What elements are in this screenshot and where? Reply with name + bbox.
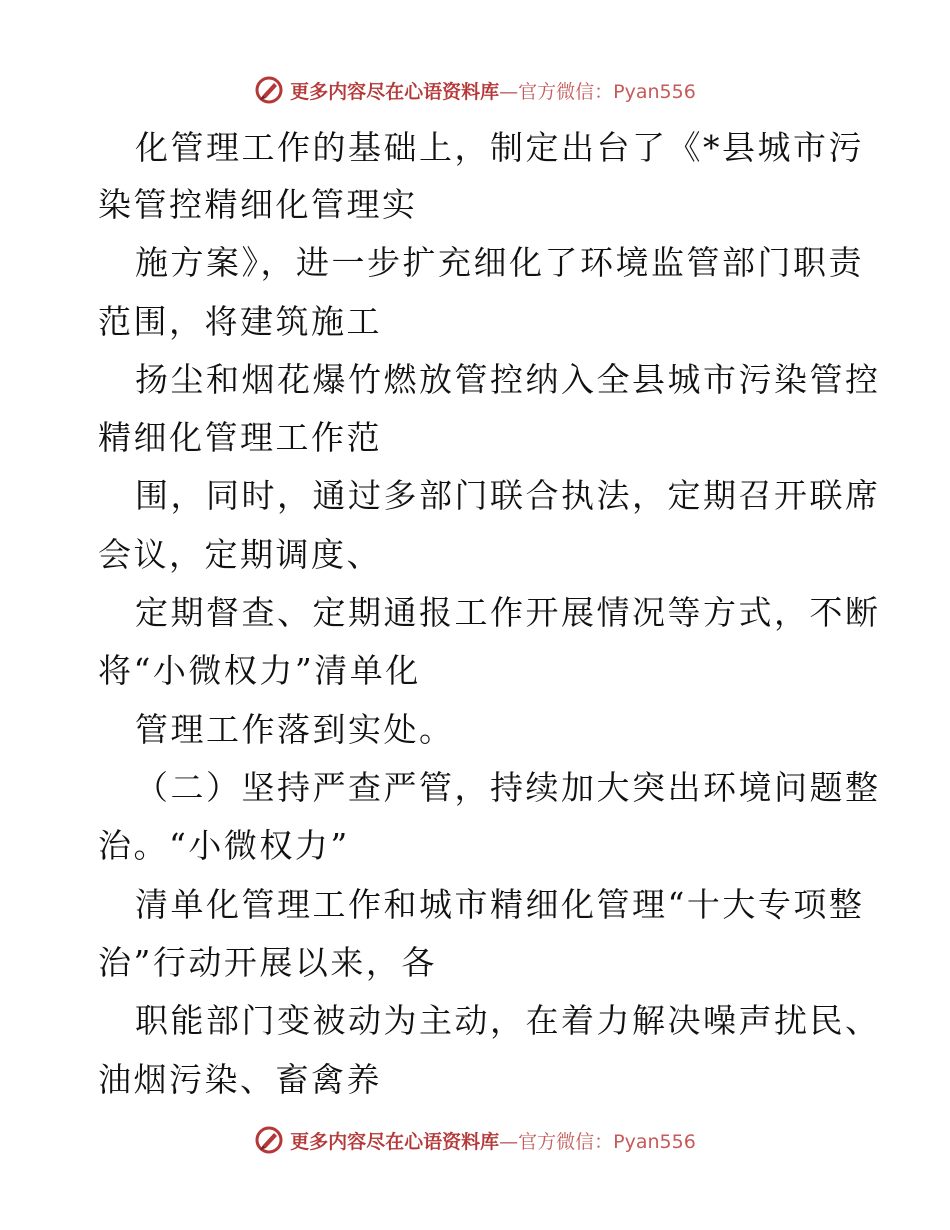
text-line: 油烟污染、畜禽养 xyxy=(98,1060,382,1099)
text-line: 施方案》，进一步扩充细化了环境监管部门职责 xyxy=(135,243,864,282)
watermark-sub: 官方微信：Pyan556 xyxy=(518,1130,696,1153)
text-line: 职能部门变被动为主动，在着力解决噪声扰民、 xyxy=(135,1001,881,1040)
text-line: 定期督查、定期通报工作开展情况等方式，不断 xyxy=(135,593,881,632)
watermark-sub: 官方微信：Pyan556 xyxy=(518,80,696,103)
text-line: 精细化管理工作范 xyxy=(98,418,382,457)
watermark-main: 更多内容尽在心语资料库 xyxy=(290,80,500,103)
watermark-text xyxy=(290,1127,696,1154)
text-line: 会议，定期调度、 xyxy=(98,535,382,574)
text-line: 将“小微权力”清单化 xyxy=(98,651,421,690)
text-line: 范围，将建筑施工 xyxy=(98,302,382,341)
header-watermark xyxy=(0,73,950,107)
text-line: 治。“小微权力” xyxy=(98,826,350,865)
text-line: 治”行动开展以来，各 xyxy=(98,943,437,982)
watermark-dash: — xyxy=(499,80,519,103)
text-line: 管理工作落到实处。 xyxy=(135,710,455,749)
watermark-dash: — xyxy=(499,1130,519,1153)
text-line: 清单化管理工作和城市精细化管理“十大专项整 xyxy=(135,885,865,924)
logo-icon xyxy=(254,75,284,105)
watermark-text xyxy=(290,77,696,104)
watermark-main: 更多内容尽在心语资料库 xyxy=(290,1130,500,1153)
text-line: 扬尘和烟花爆竹燃放管控纳入全县城市污染管控 xyxy=(135,360,881,399)
logo-icon xyxy=(254,1125,284,1155)
footer-watermark xyxy=(0,1123,950,1157)
text-line: 化管理工作的基础上，制定出台了《*县城市污 xyxy=(135,128,864,167)
text-line: 染管控精细化管理实 xyxy=(98,185,418,224)
text-line: （二）坚持严查严管，持续加大突出环境问题整 xyxy=(135,768,881,807)
text-line: 围，同时，通过多部门联合执法，定期召开联席 xyxy=(135,476,881,515)
